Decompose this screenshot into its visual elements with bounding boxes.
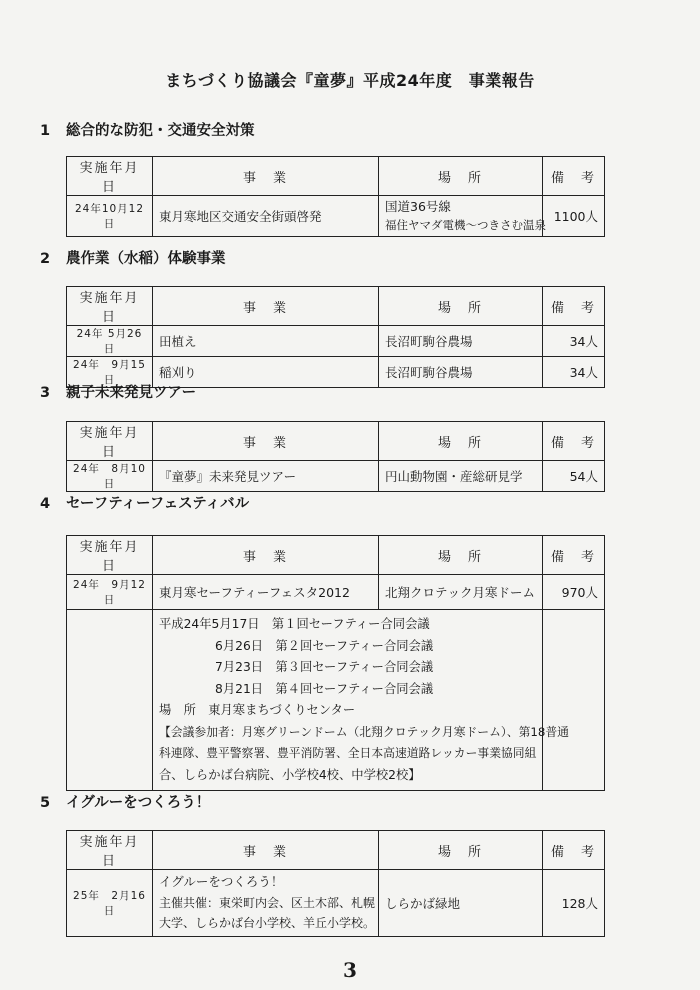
header-event: 事 業 xyxy=(153,287,379,326)
detail-line: 平成24年5月17日 第１回セーフティー合同会議 xyxy=(159,617,430,631)
detail-line: 合、しらかば台病院、小学校4校、中学校2校】 xyxy=(159,767,421,782)
cell-place: 長沼町駒谷農場 xyxy=(379,326,543,357)
header-event: 事 業 xyxy=(153,157,379,196)
cell-note: 128人 xyxy=(543,870,605,937)
table-row xyxy=(67,461,605,492)
table-header-row xyxy=(67,287,605,326)
cell-detail xyxy=(153,610,569,791)
detail-line: 科連隊、豊平警察署、豊平消防署、全日本高速道路レッカー事業協同組 xyxy=(159,746,537,760)
header-note: 備 考 xyxy=(543,157,605,196)
detail-line: 【会議参加者：月寒グリーンドーム（北翔クロテック月寒ドーム）、第18普通 xyxy=(159,724,569,739)
cell-event: 稲刈り xyxy=(153,357,379,388)
cell-place: 国道36号線 福住ヤマダ電機～つきさむ温泉 xyxy=(379,196,543,237)
header-date: 実施年月日 xyxy=(67,536,153,575)
header-place: 場 所 xyxy=(379,287,543,326)
table-row xyxy=(67,196,605,237)
cell-event: イグルーをつくろう！ 主催共催：東栄町内会、区土木部、札幌 大学、しらかば台小学校、羊丘小学校。 xyxy=(153,870,379,937)
detail-line: 場 所 東月寒まちづくりセンター xyxy=(159,703,356,717)
header-place: 場 所 xyxy=(379,536,543,575)
cell-note: 54人 xyxy=(543,461,605,492)
table-section-3 xyxy=(66,421,605,492)
cell-date: 24年 8月10日 xyxy=(67,461,153,492)
cell-note: 34人 xyxy=(543,326,605,357)
table-row-detail xyxy=(67,610,605,791)
cell-note: 34人 xyxy=(543,357,605,388)
detail-line: 8月21日 第４回セーフティー合同会議 xyxy=(215,681,434,696)
table-header-row xyxy=(67,536,605,575)
cell-date: 25年 2月16日 xyxy=(67,870,153,937)
section-heading-2: 2 農作業（水稲）体験事業 xyxy=(40,251,226,267)
cell-note: 970人 xyxy=(543,575,605,610)
table-row xyxy=(67,575,605,610)
table-section-2 xyxy=(66,286,605,388)
cell-date: 24年 9月15日 xyxy=(67,357,153,388)
page-number: 3 xyxy=(343,958,357,982)
cell-event: 東月寒地区交通安全街頭啓発 xyxy=(153,196,379,237)
header-event: 事 業 xyxy=(153,536,379,575)
table-header-row xyxy=(67,831,605,870)
header-date: 実施年月日 xyxy=(67,422,153,461)
header-date: 実施年月日 xyxy=(67,157,153,196)
cell-date: 24年10月12日 xyxy=(67,196,153,237)
section-heading-4: 4 セーフティーフェスティバル xyxy=(40,496,250,512)
header-note: 備 考 xyxy=(543,831,605,870)
section-heading-1: 1 総合的な防犯・交通安全対策 xyxy=(40,123,255,139)
header-note: 備 考 xyxy=(543,422,605,461)
cell-event: 『童夢』未来発見ツアー xyxy=(153,461,379,492)
header-event: 事 業 xyxy=(153,422,379,461)
table-row xyxy=(67,326,605,357)
section-heading-3: 3 親子未来発見ツアー xyxy=(40,385,197,401)
cell-event: 東月寒セーフティーフェスタ2012 xyxy=(153,575,379,610)
detail-line: 7月23日 第３回セーフティー合同会議 xyxy=(215,660,434,674)
header-place: 場 所 xyxy=(379,157,543,196)
cell-note-empty xyxy=(543,610,605,791)
table-header-row xyxy=(67,157,605,196)
table-header-row xyxy=(67,422,605,461)
table-row xyxy=(67,870,605,937)
cell-date-empty xyxy=(67,610,153,791)
cell-date: 24年 5月26日 xyxy=(67,326,153,357)
header-place: 場 所 xyxy=(379,422,543,461)
header-date: 実施年月日 xyxy=(67,287,153,326)
header-date: 実施年月日 xyxy=(67,831,153,870)
table-section-1 xyxy=(66,156,605,237)
cell-note: 1100人 xyxy=(543,196,605,237)
header-note: 備 考 xyxy=(543,287,605,326)
table-section-4 xyxy=(66,535,605,791)
cell-place: 長沼町駒谷農場 xyxy=(379,357,543,388)
table-section-5 xyxy=(66,830,605,937)
cell-date: 24年 9月12日 xyxy=(67,575,153,610)
cell-place: しらかば緑地 xyxy=(379,870,543,937)
header-event: 事 業 xyxy=(153,831,379,870)
header-note: 備 考 xyxy=(543,536,605,575)
header-place: 場 所 xyxy=(379,831,543,870)
cell-place: 円山動物園・産総研見学 xyxy=(379,461,543,492)
page-title: まちづくり協議会『童夢』平成24年度 事業報告 xyxy=(165,71,535,90)
cell-event: 田植え xyxy=(153,326,379,357)
cell-place: 北翔クロテック月寒ドーム xyxy=(379,575,543,610)
section-heading-5: 5 イグルーをつくろう！ xyxy=(40,795,211,811)
detail-line: 6月26日 第２回セーフティー合同会議 xyxy=(215,638,434,653)
